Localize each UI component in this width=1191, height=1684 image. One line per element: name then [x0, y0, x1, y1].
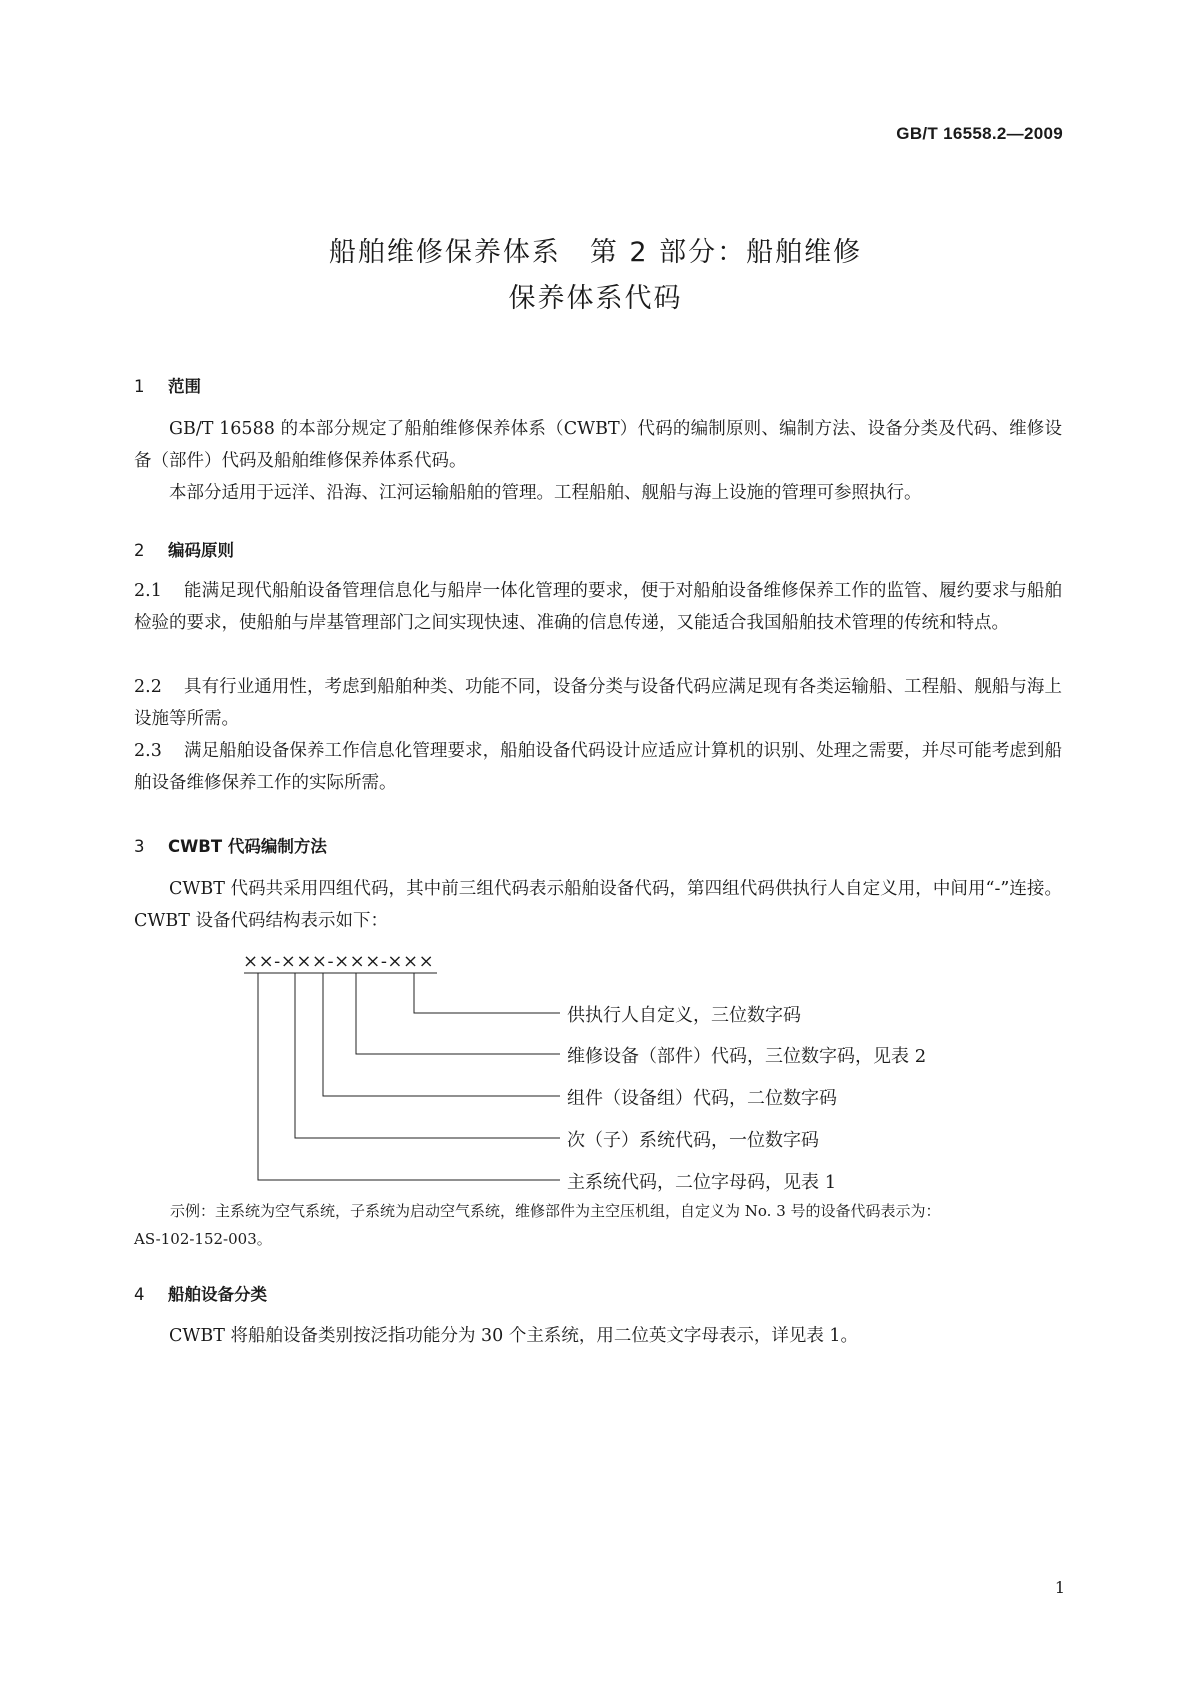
standard-number: GB/T 16558.2—2009: [896, 124, 1063, 143]
section-4-number: 4: [134, 1285, 145, 1304]
section-4-title: 船舶设备分类: [168, 1285, 267, 1304]
connector-main-system: [258, 973, 560, 1180]
clause-2-2-number: 2.2: [134, 677, 162, 697]
document-title-line-1: 船舶维修保养体系 第 2 部分：船舶维修: [328, 237, 863, 268]
connector-group: [323, 973, 560, 1096]
code-label-main-system: 主系统代码，二位字母码，见表 1: [567, 1172, 837, 1193]
section-2-number: 2: [134, 541, 145, 560]
code-label-group: 组件（设备组）代码，二位数字码: [567, 1088, 837, 1109]
section-3-paragraph-1: CWBT 代码共采用四组代码，其中前三组代码表示船舶设备代码，第四组代码供执行人自定义用，中间用“-”连接。CWBT 设备代码结构表示如下：: [134, 879, 1062, 931]
connector-subsystem: [295, 973, 560, 1138]
code-label-component: 维修设备（部件）代码，三位数字码，见表 2: [567, 1046, 927, 1067]
clause-2-1-number: 2.1: [134, 581, 162, 601]
page-number: 1: [1054, 1578, 1065, 1597]
code-structure: ××-×××-×××-×××: [243, 951, 435, 972]
section-1-number: 1: [134, 377, 145, 396]
section-4-heading: [134, 1281, 267, 1305]
document-title-line-2: 保养体系代码: [508, 283, 683, 314]
section-3-title: CWBT 代码编制方法: [168, 837, 327, 856]
clause-2-3-number: 2.3: [134, 741, 162, 761]
section-4-paragraph-1: CWBT 将船舶设备类别按泛指功能分为 30 个主系统，用二位英文字母表示，详见表 1。: [169, 1326, 859, 1346]
connector-custom: [414, 973, 560, 1013]
code-label-subsystem: 次（子）系统代码，一位数字码: [567, 1130, 819, 1151]
clause-2-3-text: 满足船舶设备保养工作信息化管理要求，船舶设备代码设计应适应计算机的识别、处理之需要，并尽可能考虑到船舶设备维修保养工作的实际所需。: [134, 741, 1062, 793]
clause-2-1-text: 能满足现代船舶设备管理信息化与船岸一体化管理的要求，便于对船舶设备维修保养工作的监管、履约要求与船舶检验的要求，使船舶与岸基管理部门之间实现快速、准确的信息传递，又能适合我国船舶技术管理的传统和特点。: [134, 581, 1062, 633]
section-3-number: 3: [134, 837, 145, 856]
example-line-2: AS-102-152-003。: [134, 1230, 272, 1248]
section-2-title: 编码原则: [168, 541, 234, 560]
section-1-title: 范围: [168, 377, 201, 396]
section-1-paragraph-2: 本部分适用于远洋、沿海、江河运输船舶的管理。工程船舶、舰船与海上设施的管理可参照执行。: [169, 483, 922, 503]
code-label-custom: 供执行人自定义，三位数字码: [567, 1005, 801, 1026]
example-line-1: 示例：主系统为空气系统，子系统为启动空气系统，维修部件为主空压机组，自定义为 No. 3 号的设备代码表示为：: [170, 1202, 941, 1220]
section-1-paragraph-1: GB/T 16588 的本部分规定了船舶维修保养体系（CWBT）代码的编制原则、编制方法、设备分类及代码、维修设备（部件）代码及船舶维修保养体系代码。: [134, 419, 1062, 471]
clause-2-2-text: 具有行业通用性，考虑到船舶种类、功能不同，设备分类与设备代码应满足现有各类运输船、工程船、舰船与海上设施等所需。: [134, 677, 1062, 729]
